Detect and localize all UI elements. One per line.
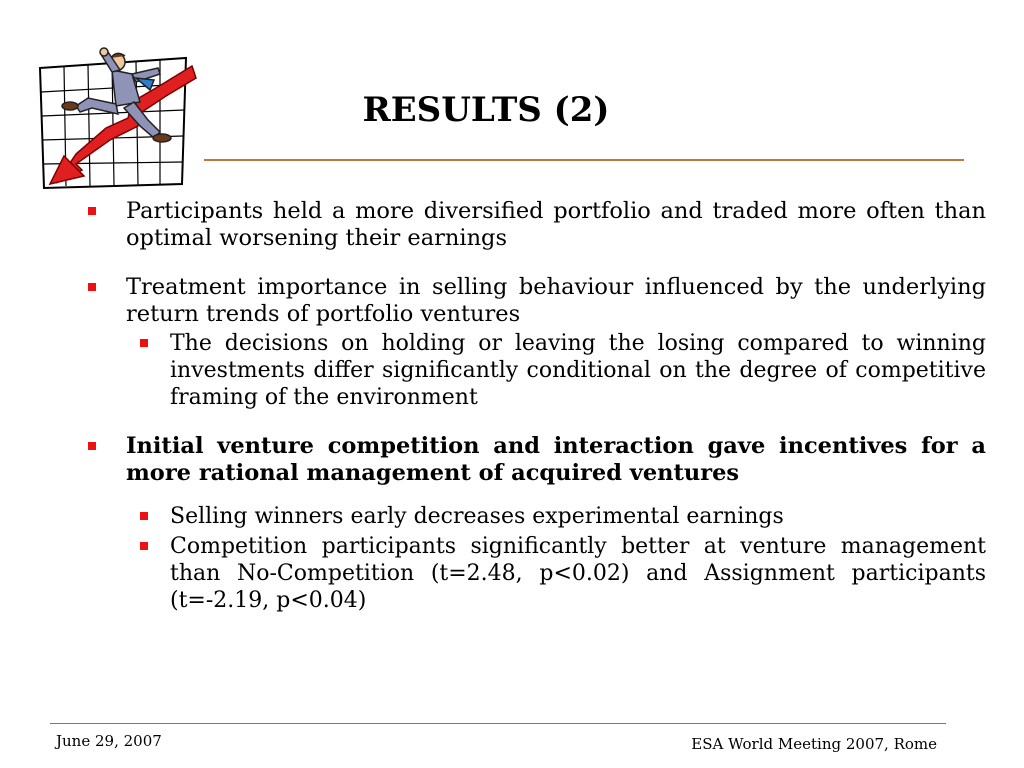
footer-date: June 29, 2007 [56, 732, 162, 750]
sub-bullet-text: Competition participants significantly better at venture management than No-Competition (t=2.48, p<0.02) and Assignment participants (t=-2.19, p<0.04) [170, 534, 986, 613]
sub-bullet-item [84, 503, 986, 530]
sub-bullet-item [84, 533, 986, 614]
sub-bullet-text: The decisions on holding or leaving the losing compared to winning investments differ significantly conditional on the degree of competitive framing of the environment [170, 331, 986, 410]
bullet-marker-icon [88, 442, 96, 450]
sub-bullet-item [84, 330, 986, 411]
footer-event: ESA World Meeting 2007, Rome [691, 735, 937, 753]
title-divider [204, 159, 964, 161]
sub-bullet-text: Selling winners early decreases experimental earnings [170, 504, 784, 529]
bullet-item [84, 274, 986, 328]
falling-businessman-chart-icon [36, 44, 202, 190]
bullet-text: Treatment importance in selling behaviour influenced by the underlying return trends of portfolio ventures [126, 274, 986, 327]
bullet-text: Initial venture competition and interaction gave incentives for a more rational management of acquired ventures [126, 433, 986, 486]
bullet-marker-icon [140, 512, 148, 520]
bullet-marker-icon [140, 339, 148, 347]
bullet-marker-icon [88, 207, 96, 215]
bullet-list [84, 198, 986, 614]
slide-title: RESULTS (2) [362, 90, 610, 130]
bullet-text: Participants held a more diversified portfolio and traded more often than optimal worsening their earnings [126, 198, 986, 251]
bullet-item [84, 433, 986, 487]
bullet-marker-icon [88, 283, 96, 291]
footer-divider [50, 723, 946, 724]
bullet-item [84, 198, 986, 252]
bullet-marker-icon [140, 542, 148, 550]
